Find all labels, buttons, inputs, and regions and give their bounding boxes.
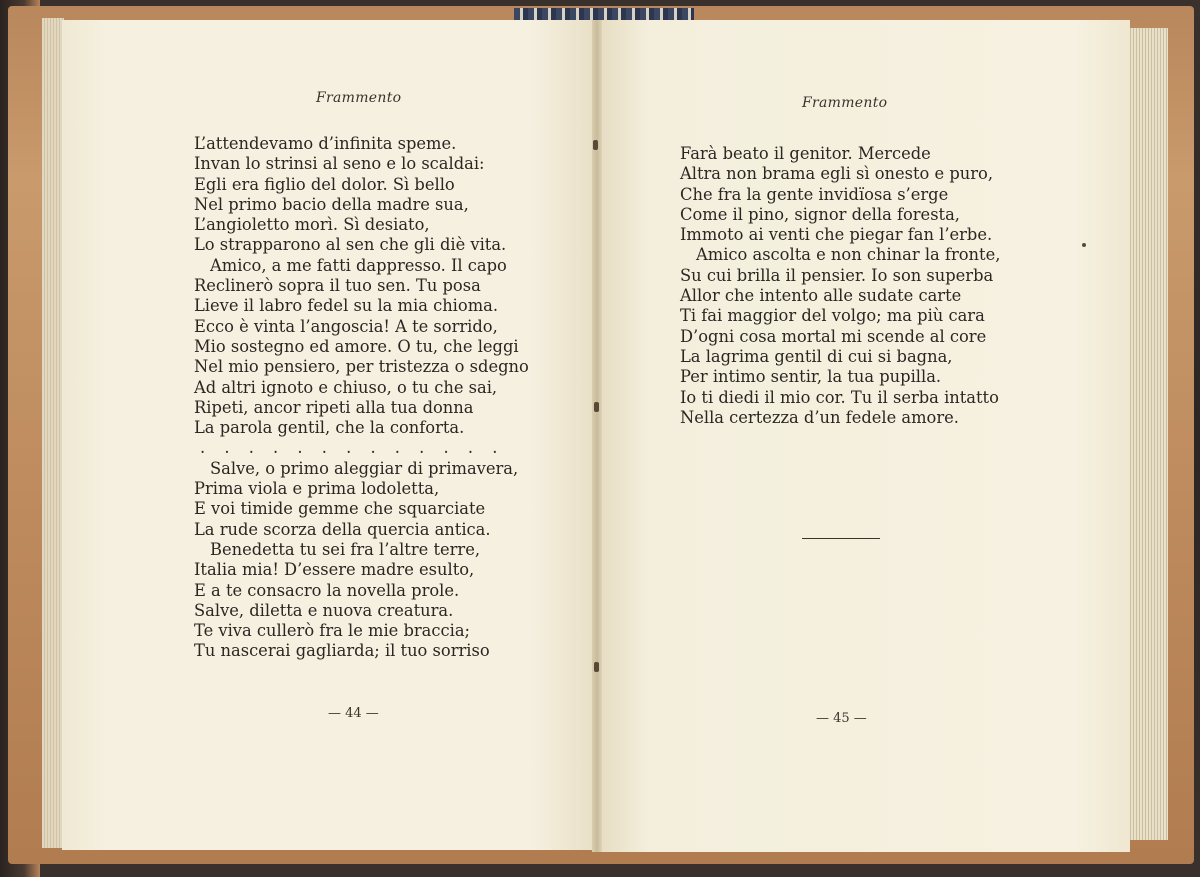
verse-line: Italia mia! D’essere madre esulto, <box>194 560 475 580</box>
binding-stitch <box>593 140 598 150</box>
verse-line: La parola gentil, che la conforta. <box>194 418 465 438</box>
running-head-left: Frammento <box>316 90 402 106</box>
ellipsis-separator: . . . . . . . . . . . . . <box>200 438 505 458</box>
verse-line: La lagrima gentil di cui si bagna, <box>680 346 953 366</box>
verse-line: Reclinerò sopra il tuo sen. Tu posa <box>194 276 481 296</box>
closing-rule <box>802 538 880 539</box>
verse-line: Mio sostegno ed amore. O tu, che leggi <box>194 336 519 356</box>
verse-block-left <box>194 134 529 662</box>
verse-block-right <box>680 144 1000 428</box>
binding-stitch <box>594 662 599 672</box>
verse-line: E voi timide gemme che squarciate <box>194 499 486 519</box>
verse-line: Immoto ai venti che piegar fan l’erbe. <box>680 225 993 245</box>
verse-line: Egli era figlio del dolor. Sì bello <box>194 174 455 194</box>
verse-line: Nel primo bacio della madre sua, <box>194 194 469 214</box>
verse-line: Io ti diedi il mio cor. Tu il serba intatto <box>680 387 999 407</box>
page-edges-left <box>42 18 64 848</box>
verse-line: Nella certezza d’un fedele amore. <box>680 407 959 427</box>
running-head-right: Frammento <box>802 95 888 111</box>
verse-line: Benedetta tu sei fra l’altre terre, <box>210 539 481 559</box>
verse-line: Ti fai maggior del volgo; ma più cara <box>680 306 985 326</box>
verse-line: L’attendevamo d’infinita speme. <box>194 134 457 153</box>
folio-right: — 45 — <box>816 711 867 726</box>
verse-line: Lieve il labro fedel su la mia chioma. <box>194 296 499 316</box>
verse-line: Allor che intento alle sudate carte <box>680 286 962 306</box>
verse-line: Salve, o primo aleggiar di primavera, <box>210 458 519 478</box>
verse-line: Ripeti, ancor ripeti alla tua donna <box>194 397 474 417</box>
verse-line: Su cui brilla il pensier. Io son superba <box>680 265 994 285</box>
folio-left: — 44 — <box>328 706 379 721</box>
verse-line: Farà beato il genitor. Mercede <box>680 144 931 163</box>
page-edges-right <box>1128 28 1168 840</box>
verse-line: Amico, a me fatti dappresso. Il capo <box>210 255 507 275</box>
verse-line: Ad altri ignoto e chiuso, o tu che sai, <box>194 377 498 397</box>
verse-line: Per intimo sentir, la tua pupilla. <box>680 367 942 387</box>
verse-line: L’angioletto morì. Sì desiato, <box>194 215 430 235</box>
verse-line: Amico ascolta e non chinar la fronte, <box>696 245 1001 265</box>
verse-line: Te viva cullerò fra le mie braccia; <box>194 621 471 641</box>
verse-line: D’ogni cosa mortal mi scende al core <box>680 326 987 346</box>
verse-line: E a te consacro la novella prole. <box>194 580 460 600</box>
verse-line: Come il pino, signor della foresta, <box>680 204 960 224</box>
verse-line: Tu nascerai gagliarda; il tuo sorriso <box>194 641 490 661</box>
paper-speck <box>1082 243 1086 247</box>
verse-line: Che fra la gente invidïosa s’erge <box>680 184 949 204</box>
verse-line: Invan lo strinsi al seno e lo scaldai: <box>194 154 485 174</box>
verse-line: Lo strapparono al sen che gli diè vita. <box>194 235 507 255</box>
verse-line: Prima viola e prima lodoletta, <box>194 479 440 499</box>
verse-line: Nel mio pensiero, per tristezza o sdegno <box>194 357 529 377</box>
verse-line: La rude scorza della quercia antica. <box>194 519 491 539</box>
binding-stitch <box>594 402 599 412</box>
verse-line: Altra non brama egli sì onesto e puro, <box>680 164 994 184</box>
verse-line: Salve, diletta e nuova creatura. <box>194 600 454 620</box>
verse-line: Ecco è vinta l’angoscia! A te sorrido, <box>194 316 498 336</box>
